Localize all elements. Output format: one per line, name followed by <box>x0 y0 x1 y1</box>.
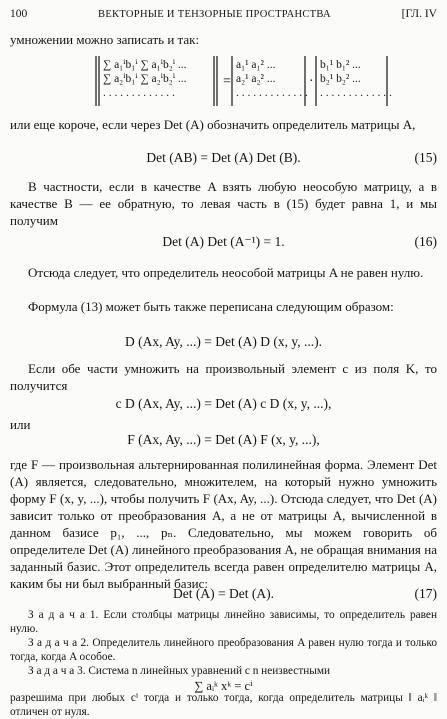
equation-cd <box>10 396 437 414</box>
equation-d <box>10 334 437 352</box>
equation-16 <box>10 234 437 252</box>
matrix-left-row-1: ∑ a₁ⁱb₁ⁱ ∑ a₁ⁱb₂ⁱ ... <box>103 59 187 71</box>
paragraph-or: или <box>10 417 31 432</box>
problem-3-continuation: разрешима при любых cⁱ тогда и только тогда, когда определитель матрицы ‖ aᵢᵏ ‖ отличен от нуля. <box>10 692 437 718</box>
paragraph-determinant-invariance: где F — произвольная альтернированная полилинейная форма. Элемент Det (A) является, следовательно, множителем, на который нужно умножить форму F (x, y, ...), чтобы получить F (Ax, Ay, ...). Отсюда следует, что Det (A) зависит только от преобразования A, а не от матрицы A, вычисленной в данном базисе p₁, ..., pₙ. Следовательно, мы можем говорить об определителе Det (A) линейного преобразования A, не обращая внимания на заданный базис. Этот определитель всегда равен определителю матрицы A, каким бы ни был выбранный базис: <box>10 457 437 591</box>
equation-15 <box>10 150 437 168</box>
paragraph-formula-13: Формула (13) может быть также переписана следующим образом: <box>28 299 394 314</box>
matrix-a-dots: . . . . . . . . . . . . . <box>236 87 308 99</box>
matrix-left-dots: . . . . . . . . . . . . . <box>103 87 175 99</box>
system-3-expression: ∑ aᵢᵏ xᵏ = cⁱ <box>194 679 253 693</box>
paragraph-multiply: Если обе части умножить на произвольный элемент c из поля K, то получится <box>10 361 437 393</box>
equation-17 <box>10 586 437 604</box>
svg-text:·: · <box>309 74 314 89</box>
matrix-product-equation <box>0 54 447 110</box>
running-title: ВЕКТОРНЫЕ И ТЕНЗОРНЫЕ ПРОСТРАНСТВА <box>98 9 331 20</box>
svg-text:=: = <box>223 74 231 89</box>
paragraph-intro: умножении можно записать и так: <box>10 32 200 47</box>
page-header <box>10 8 437 24</box>
paragraph-nonzero: Отсюда следует, что определитель неособой матрицы A не равен нулю. <box>28 265 424 280</box>
matrix-b-row-1: b₁¹ b₁² ... <box>320 59 361 71</box>
paragraph-det-definition: или еще короче, если через Det (A) обозначить определитель матрицы A, <box>10 117 416 132</box>
equation-17-expression: Det (A) = Det (A). <box>173 586 274 601</box>
chapter-mark: [ГЛ. IV <box>401 8 437 20</box>
equation-f-expression: F (Ax, Ay, ...) = Det (A) F (x, y, ...), <box>127 432 320 447</box>
equation-16-number: (16) <box>414 234 437 249</box>
equation-17-number: (17) <box>414 586 437 601</box>
equation-16-expression: Det (A) Det (A⁻¹) = 1. <box>162 234 285 249</box>
matrix-a-row-2: a₂¹ a₂² ... <box>236 73 276 85</box>
problem-3: З а д а ч а 3. Система n линейных уравнений с n неизвестными <box>28 665 331 677</box>
equation-d-expression: D (Ax, Ay, ...) = Det (A) D (x, y, ...). <box>125 334 322 349</box>
paragraph-inverse: В частности, если в качестве A взять любую неособую матрицу, а в качестве B — ее обратную, то левая часть в (15) будет равна 1, и мы получим <box>10 179 437 228</box>
matrix-left-row-2: ∑ a₂ⁱb₁ⁱ ∑ a₂ⁱb₂ⁱ ... <box>103 73 187 85</box>
matrix-b-dots: . . . . . . . . . . . . . <box>320 87 392 99</box>
matrix-b-row-2: b₂¹ b₂² ... <box>320 73 361 85</box>
problem-2: З а д а ч а 2. Определитель линейного преобразования A равен нулю тогда и только тогда, когда A особое. <box>10 637 437 663</box>
problem-1: З а д а ч а 1. Если столбцы матрицы линейно зависимы, то определитель равен нулю. <box>10 609 437 635</box>
equation-15-expression: Det (AB) = Det (A) Det (B). <box>146 150 301 165</box>
equation-cd-expression: c D (Ax, Ay, ...) = Det (A) c D (x, y, ...), <box>115 396 332 411</box>
matrix-a-row-1: a₁¹ a₁² ... <box>236 59 276 71</box>
page-number: 100 <box>10 8 28 20</box>
equation-f <box>10 432 437 450</box>
equation-15-number: (15) <box>414 150 437 165</box>
